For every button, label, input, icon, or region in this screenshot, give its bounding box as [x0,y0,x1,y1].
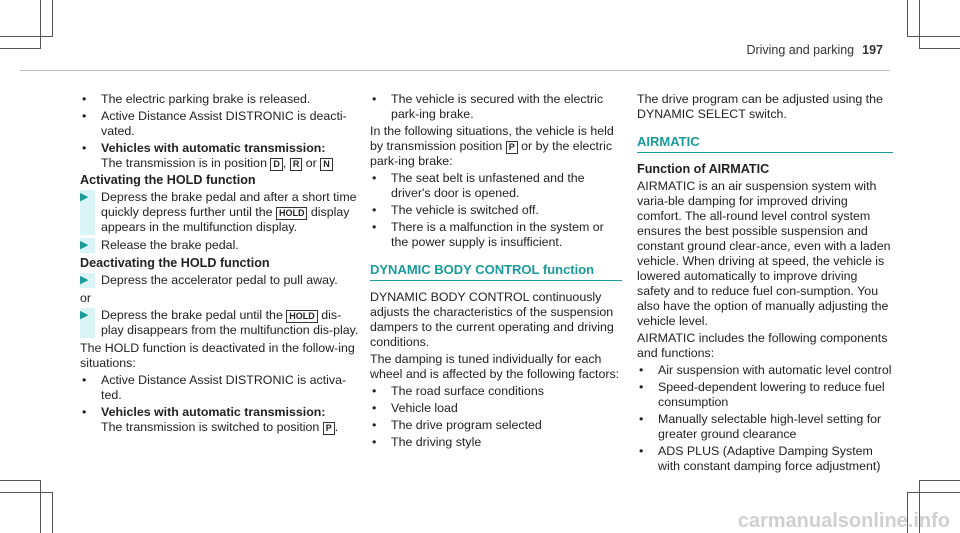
gear-d-icon: D [270,158,283,171]
step: ▶ Release the brake pedal. [80,238,239,252]
list-item: • The electric parking brake is released. [82,92,311,106]
watermark: carmanualsonline.info [737,510,950,532]
page-number: 197 [862,43,883,57]
column-2 [370,92,622,452]
hold-icon: HOLD [286,310,318,323]
list-item: • The drive program selected [372,418,542,432]
gear-n-icon: N [320,158,333,171]
running-header [746,43,883,58]
arrow-icon: ▶ [80,308,95,338]
column-1 [80,92,362,437]
gear-p-icon: P [506,141,518,154]
arrow-icon: ▶ [80,190,95,235]
paragraph: AIRMATIC includes the following components and functions: [637,331,888,360]
hold-icon: HOLD [276,207,308,220]
list-item: • There is a malfunction in the system or the power supply is insufficient. [372,220,604,249]
step: ▶ Depress the brake pedal until the HOLD dis-play disappears from the multifunction dis-play. [80,308,359,337]
heading-deactivating-hold: Deactivating the HOLD function [80,256,270,270]
list-item: • The road surface conditions [372,384,544,398]
crop-mark [0,0,53,37]
heading-dynamic-body-control: DYNAMIC BODY CONTROL function [370,262,622,281]
heading-function-airmatic: Function of AIRMATIC [637,162,770,176]
step: ▶ Depress the accelerator pedal to pull away. [80,273,338,287]
heading-airmatic: AIRMATIC [637,134,893,153]
list-item: • Manually selectable high-level setting for greater ground clearance [639,412,882,441]
list-item: • Active Distance Assist DISTRONIC is activa-ted. [82,373,347,402]
step: ▶ Depress the brake pedal and after a short time quickly depress further until the HOLD display appears in the multifunction display. [80,190,357,234]
arrow-icon: ▶ [80,238,95,253]
paragraph: The damping is tuned individually for each wheel and is affected by the following factors: [370,352,620,381]
paragraph: DYNAMIC BODY CONTROL continuously adjusts the characteristics of the suspension dampers to the current operating and driving conditions. [370,290,614,349]
list-item: • ADS PLUS (Adaptive Damping System with constant damping force adjustment) [639,444,881,473]
heading-activating-hold: Activating the HOLD function [80,173,256,187]
crop-mark [907,0,960,37]
list-item: • Vehicles with automatic transmission: The transmission is switched to position P . [82,405,339,434]
paragraph: In the following situations, the vehicle is held by transmission position P or by the electric park-ing brake: [370,124,614,168]
header-rule [20,70,890,71]
paragraph: The drive program can be adjusted using the DYNAMIC SELECT switch. [637,92,883,121]
arrow-icon: ▶ [80,273,95,288]
paragraph: AIRMATIC is an air suspension system with varia-ble damping for improved driving comfort. The all-round level control system ensures the best possible suspension and constant ground clear-ance, even with a laden vehicle. When driving at speed, the vehicle is lowered automatically to improve driving safety and to reduce fuel con-sumption. You also have the option of manually adjusting the vehicle level. [637,179,891,328]
or-text: or [80,291,92,305]
list-item: • Vehicles with automatic transmission: The transmission is in position D , R or N [80,141,362,171]
list-item: • Active Distance Assist DISTRONIC is deacti-vated. [82,109,347,138]
list-item: • Air suspension with automatic level control [639,363,892,377]
paragraph: The HOLD function is deactivated in the follow-ing situations: [80,341,355,370]
list-item: • The vehicle is secured with the electric park-ing brake. [372,92,604,121]
gear-p-icon: P [323,422,335,435]
list-item: • The driving style [372,435,482,449]
list-item: • The seat belt is unfastened and the driver's door is opened. [372,171,585,200]
crop-mark [0,492,53,533]
list-item: • Vehicle load [372,401,458,415]
list-item: • Speed-dependent lowering to reduce fuel consumption [639,380,885,409]
section-title: Driving and parking [746,43,855,57]
column-3 [637,92,893,476]
list-item: • The vehicle is switched off. [372,203,539,217]
gear-r-icon: R [290,158,303,171]
